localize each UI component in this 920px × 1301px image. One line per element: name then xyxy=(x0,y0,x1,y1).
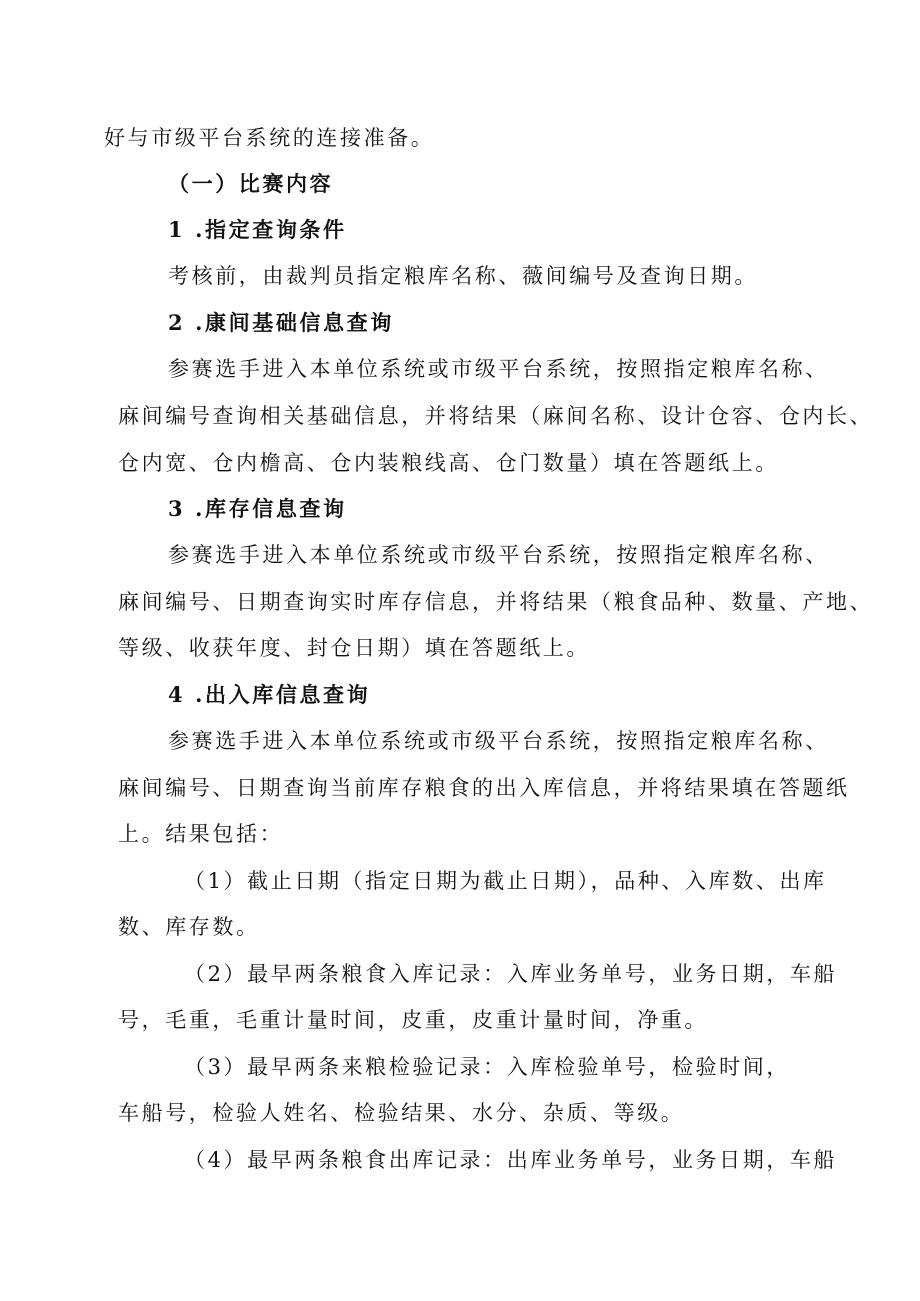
paragraph-line: 麻间编号、日期查询当前库存粮食的出入库信息，并将结果填在答题纸 xyxy=(118,776,850,800)
list-item-line: 号，毛重，毛重计量时间，皮重，皮重计量时间，净重。 xyxy=(118,1008,708,1032)
paragraph-line: 参赛选手进入本单位系统或市级平台系统，按照指定粮库名称、 xyxy=(168,543,829,567)
paragraph-line: 仓内宽、仓内檐高、仓内装粮线高、仓门数量）填在答题纸上。 xyxy=(118,451,779,475)
list-item-line: （2）最早两条粮食入库记录：入库业务单号，业务日期，车船 xyxy=(184,962,838,986)
paragraph-line: 上。结果包括： xyxy=(118,822,284,846)
paragraph-line: 考核前，由裁判员指定粮库名称、薇间编号及查询日期。 xyxy=(168,264,758,288)
paragraph-line: 麻间编号查询相关基础信息，并将结果（麻间名称、设计仓容、仓内长、 xyxy=(118,404,874,428)
subsection-heading: 4 .出入库信息查询 xyxy=(168,682,371,707)
list-item-line: （3）最早两条来粮检验记录：入库检验单号，检验时间， xyxy=(184,1055,790,1079)
section-heading: （一）比赛内容 xyxy=(168,171,334,196)
paragraph-line: 等级、收获年度、封仓日期）填在答题纸上。 xyxy=(118,636,590,660)
subsection-heading: 2 .康间基础信息查询 xyxy=(168,310,394,335)
list-item-line: 车船号，检验人姓名、检验结果、水分、杂质、等级。 xyxy=(118,1101,685,1125)
paragraph-line: 参赛选手进入本单位系统或市级平台系统，按照指定粮库名称、 xyxy=(168,357,829,381)
list-item-line: （1）截止日期（指定日期为截止日期），品种、入库数、出库 xyxy=(184,869,827,893)
subsection-heading: 1 .指定查询条件 xyxy=(168,217,347,242)
subsection-heading: 3 .库存信息查询 xyxy=(168,496,347,521)
list-item-line: 数、库存数。 xyxy=(118,915,260,939)
paragraph-line: 参赛选手进入本单位系统或市级平台系统，按照指定粮库名称、 xyxy=(168,729,829,753)
paragraph-continuation: 好与市级平台系统的连接准备。 xyxy=(104,126,435,150)
paragraph-line: 麻间编号、日期查询实时库存信息，并将结果（粮食品种、数量、产地、 xyxy=(118,590,874,614)
list-item-line: （4）最早两条粮食出库记录：出库业务单号，业务日期，车船 xyxy=(184,1148,838,1172)
